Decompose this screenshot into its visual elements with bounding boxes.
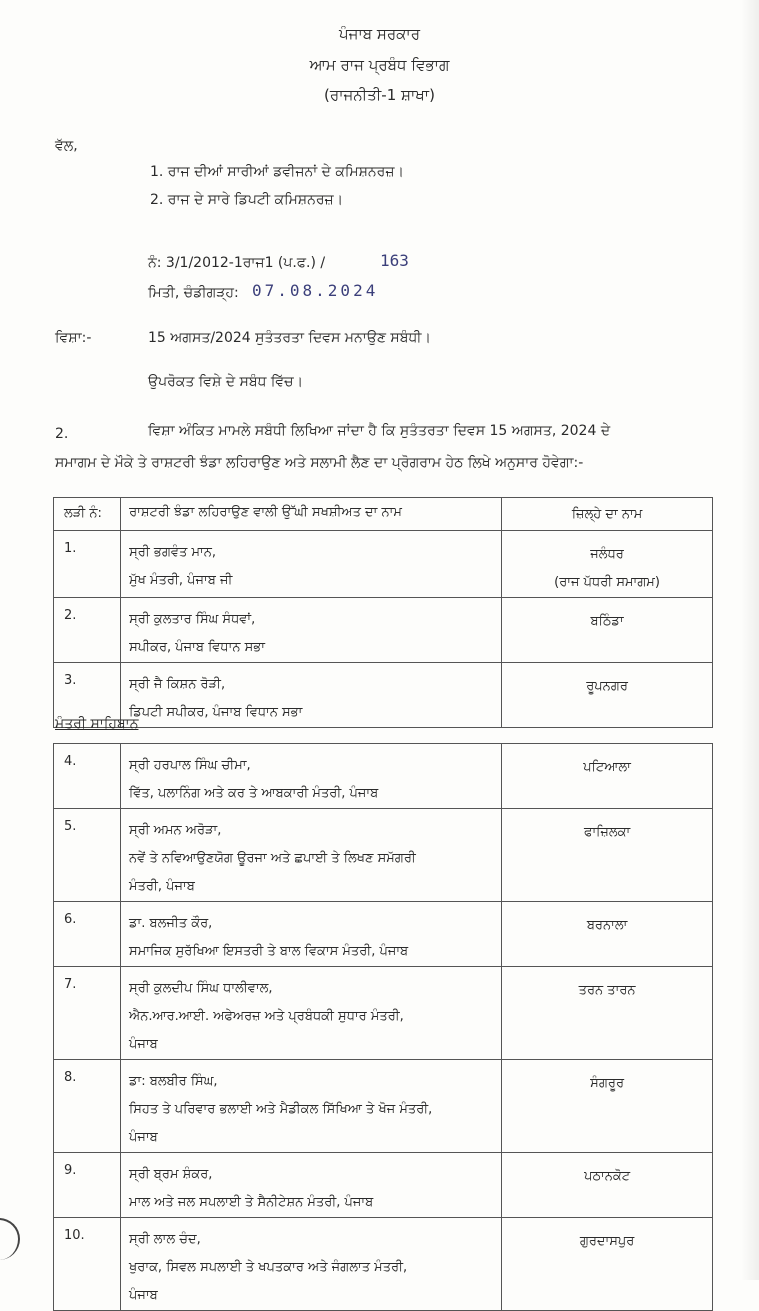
- department-title: ਆਮ ਰਾਜ ਪ੍ਰਬੰਧ ਵਿਭਾਗ: [309, 56, 450, 74]
- row-district: ਪਠਾਨਕੋਟ: [502, 1153, 713, 1218]
- reference-number-label: ਨੰ: 3/1/2012-1ਰਾਜ1 (ਪ.ਫ.) /: [148, 255, 326, 271]
- row-person: [121, 744, 502, 809]
- row-person: [121, 967, 502, 1060]
- row-person: [121, 531, 502, 598]
- row-district: ਤਰਨ ਤਾਰਨ: [502, 967, 713, 1060]
- person-name: ਡਾ: ਬਲਬੀਰ ਸਿੰਘ,: [129, 1074, 218, 1089]
- person-name: ਸ੍ਰੀ ਲਾਲ ਚੰਦ,: [129, 1232, 201, 1247]
- district-note: (ਰਾਜ ਪੱਧਰੀ ਸਮਾਗਮ): [554, 575, 660, 590]
- row-person: [121, 902, 502, 967]
- person-name: ਸ੍ਰੀ ਹਰਪਾਲ ਸਿੰਘ ਚੀਮਾ,: [129, 758, 251, 773]
- row-serial: 5.: [54, 809, 121, 902]
- person-name: ਡਾ. ਬਲਜੀਤ ਕੌਰ,: [129, 916, 213, 931]
- subject-text: 15 ਅਗਸਤ/2024 ਸੁਤੰਤਰਤਾ ਦਿਵਸ ਮਨਾਉਣ ਸਬੰਧੀ।: [148, 330, 431, 346]
- table-row: [54, 663, 713, 728]
- table-row: [54, 1153, 713, 1218]
- row-district: ਪਟਿਆਲਾ: [502, 744, 713, 809]
- table-header-row: [54, 498, 713, 531]
- reference-number-handwritten: 163: [380, 251, 409, 270]
- recipient-1: 1. ਰਾਜ ਦੀਆਂ ਸਾਰੀਆਂ ਡਵੀਜਨਾਂ ਦੇ ਕਮਿਸ਼ਨਰਜ਼।: [150, 164, 404, 180]
- table-row: [54, 967, 713, 1060]
- row-serial: 7.: [54, 967, 121, 1060]
- table-row: [54, 744, 713, 809]
- to-label: ਵੱਲ,: [55, 138, 78, 154]
- person-designation: ਸਪੀਕਰ, ਪੰਜਾਬ ਵਿਧਾਨ ਸਭਾ: [129, 640, 265, 655]
- date-handwritten: 07.08.2024: [252, 281, 379, 300]
- row-district: [502, 531, 713, 598]
- para-line-1: ਵਿਸ਼ਾ ਅੰਕਿਤ ਮਾਮਲੇ ਸਬੰਧੀ ਲਿਖਿਆ ਜਾਂਦਾ ਹੈ ਕਿ ਸੁਤੰਤਰਤਾ ਦਿਵਸ 15 ਅਗਸਤ, 2024 ਦੇ: [148, 423, 611, 439]
- person-portfolio-cont: ਪੰਜਾਬ: [129, 1037, 158, 1052]
- row-serial: 2.: [54, 598, 121, 663]
- table-row: [54, 1060, 713, 1153]
- district-name: ਜਲੰਧਰ: [590, 547, 624, 562]
- person-name: ਸ੍ਰੀ ਅਮਨ ਅਰੋੜਾ,: [129, 823, 222, 838]
- row-district: ਸੰਗਰੂਰ: [502, 1060, 713, 1153]
- person-portfolio: ਵਿੱਤ, ਪਲਾਨਿੰਗ ਅਤੇ ਕਰ ਤੇ ਆਬਕਾਰੀ ਮੰਤਰੀ, ਪੰਜਾਬ: [129, 786, 379, 801]
- dignitaries-table: [53, 497, 713, 728]
- person-designation: ਮੁੱਖ ਮੰਤਰੀ, ਪੰਜਾਬ ਜੀ: [129, 573, 233, 588]
- row-serial: 3.: [54, 663, 121, 728]
- table-row: [54, 531, 713, 598]
- table-row: [54, 1218, 713, 1311]
- row-serial: 6.: [54, 902, 121, 967]
- row-person: [121, 1153, 502, 1218]
- person-name: ਸ੍ਰੀ ਬ੍ਰਮ ਸ਼ੰਕਰ,: [129, 1167, 213, 1182]
- recipient-2: 2. ਰਾਜ ਦੇ ਸਾਰੇ ਡਿਪਟੀ ਕਮਿਸ਼ਨਰਜ਼।: [150, 192, 344, 208]
- row-person: [121, 663, 502, 728]
- person-portfolio: ਸਿਹਤ ਤੇ ਪਰਿਵਾਰ ਭਲਾਈ ਅਤੇ ਮੈਡੀਕਲ ਸਿੱਖਿਆ ਤੇ ਖੋਜ ਮੰਤਰੀ,: [129, 1102, 433, 1117]
- row-district: ਬਰਨਾਲਾ: [502, 902, 713, 967]
- person-portfolio: ਮਾਲ ਅਤੇ ਜਲ ਸਪਲਾਈ ਤੇ ਸੈਨੀਟੇਸ਼ਨ ਮੰਤਰੀ, ਪੰਜਾਬ: [129, 1195, 374, 1210]
- row-person: [121, 1060, 502, 1153]
- district-name: ਰੂਪਨਗਰ: [586, 679, 628, 694]
- header-district: ਜ਼ਿਲ੍ਹੇ ਦਾ ਨਾਮ: [502, 498, 713, 531]
- person-name: ਸ੍ਰੀ ਕੁਲਦੀਪ ਸਿੰਘ ਧਾਲੀਵਾਲ,: [129, 981, 273, 996]
- table-row: [54, 902, 713, 967]
- ministers-section-label: ਮੰਤਰੀ ਸਾਹਿਬਾਨ: [55, 716, 139, 732]
- person-name: ਸ੍ਰੀ ਜੈ ਕਿਸ਼ਨ ਰੋੜੀ,: [129, 677, 226, 692]
- row-district: ਗੁਰਦਾਸਪੁਰ: [502, 1218, 713, 1311]
- para-line-2: ਸਮਾਗਮ ਦੇ ਮੌਕੇ ਤੇ ਰਾਸ਼ਟਰੀ ਝੰਡਾ ਲਹਿਰਾਉਣ ਅਤੇ ਸਲਾਮੀ ਲੈਣ ਦਾ ਪ੍ਰੋਗਰਾਮ ਹੇਠ ਲਿਖੇ ਅਨੁਸਾਰ ਹੋਵੇਗਾ:-: [55, 455, 584, 471]
- person-portfolio-cont: ਮੰਤਰੀ, ਪੰਜਾਬ: [129, 879, 195, 894]
- person-name: ਸ੍ਰੀ ਕੁਲਤਾਰ ਸਿੰਘ ਸੰਧਵਾਂ,: [129, 612, 256, 627]
- para-number: 2.: [55, 426, 69, 442]
- row-person: [121, 1218, 502, 1311]
- row-district: [502, 598, 713, 663]
- person-portfolio-cont: ਪੰਜਾਬ: [129, 1288, 158, 1303]
- ministers-table: [53, 743, 713, 1311]
- row-district: [502, 663, 713, 728]
- reference-line: ਉਪਰੋਕਤ ਵਿਸ਼ੇ ਦੇ ਸਬੰਧ ਵਿੱਚ।: [148, 374, 304, 390]
- date-label: ਮਿਤੀ, ਚੰਡੀਗੜ੍ਹ:: [148, 285, 239, 301]
- row-person: [121, 809, 502, 902]
- district-name: ਬਠਿੰਡਾ: [590, 614, 624, 629]
- person-designation: ਡਿਪਟੀ ਸਪੀਕਰ, ਪੰਜਾਬ ਵਿਧਾਨ ਸਭਾ: [129, 705, 303, 720]
- header-name: ਰਾਸ਼ਟਰੀ ਝੰਡਾ ਲਹਿਰਾਉਣ ਵਾਲੀ ਉੱਘੀ ਸਖਸ਼ੀਅਤ ਦਾ ਨਾਮ: [121, 498, 502, 531]
- header-serial: ਲੜੀ ਨੰ:: [54, 498, 121, 531]
- binding-mark: [0, 1218, 20, 1260]
- row-person: [121, 598, 502, 663]
- govt-title: ਪੰਜਾਬ ਸਰਕਾਰ: [339, 25, 420, 43]
- page-edge-shadow: [741, 0, 759, 1280]
- person-portfolio: ਨਵੇਂ ਤੇ ਨਵਿਆਉਣਯੋਗ ਊਰਜਾ ਅਤੇ ਛਪਾਈ ਤੇ ਲਿਖਣ ਸਮੱਗਰੀ: [129, 851, 416, 866]
- branch-title: (ਰਾਜਨੀਤੀ-1 ਸ਼ਾਖਾ): [324, 86, 435, 104]
- person-portfolio-cont: ਪੰਜਾਬ: [129, 1130, 158, 1145]
- row-serial: 4.: [54, 744, 121, 809]
- row-serial: 1.: [54, 531, 121, 598]
- person-portfolio: ਐਨ.ਆਰ.ਆਈ. ਅਫੇਅਰਜ਼ ਅਤੇ ਪ੍ਰਬੰਧਕੀ ਸੁਧਾਰ ਮੰਤਰੀ,: [129, 1009, 404, 1024]
- person-portfolio: ਖੁਰਾਕ, ਸਿਵਲ ਸਪਲਾਈ ਤੇ ਖਪਤਕਾਰ ਅਤੇ ਜੰਗਲਾਤ ਮੰਤਰੀ,: [129, 1260, 408, 1275]
- row-serial: 8.: [54, 1060, 121, 1153]
- table-row: [54, 598, 713, 663]
- row-serial: 10.: [54, 1218, 121, 1311]
- row-serial: 9.: [54, 1153, 121, 1218]
- subject-label: ਵਿਸ਼ਾ:-: [55, 330, 92, 346]
- person-name: ਸ੍ਰੀ ਭਗਵੰਤ ਮਾਨ,: [129, 545, 217, 560]
- table-row: [54, 809, 713, 902]
- row-district: ਫਾਜ਼ਿਲਕਾ: [502, 809, 713, 902]
- person-portfolio: ਸਮਾਜਿਕ ਸੁਰੱਖਿਆ ਇਸਤਰੀ ਤੇ ਬਾਲ ਵਿਕਾਸ ਮੰਤਰੀ, ਪੰਜਾਬ: [129, 944, 409, 959]
